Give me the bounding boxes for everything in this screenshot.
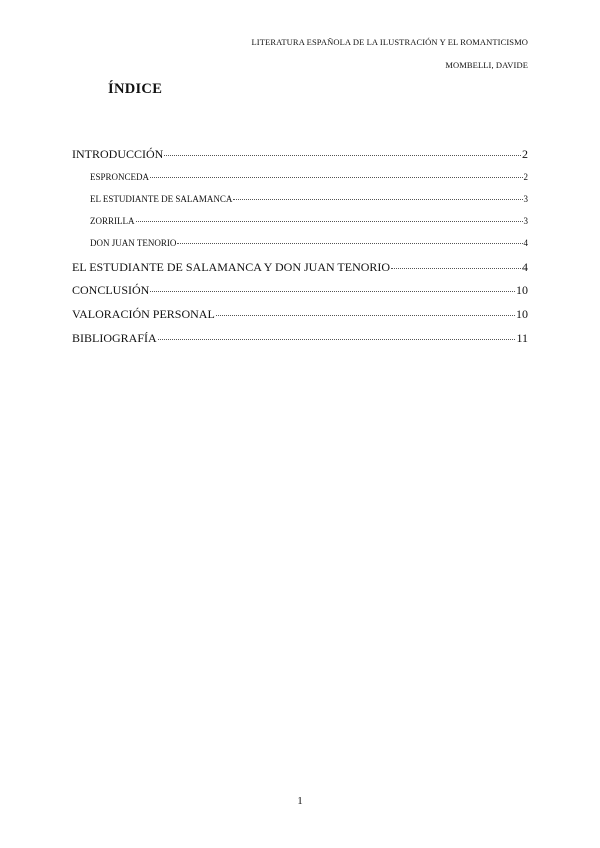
toc-entry-page: 2 — [522, 147, 528, 161]
toc-leader-dots — [391, 268, 521, 269]
toc-entry-page: 11 — [516, 331, 528, 345]
toc-entry-page: 3 — [523, 216, 528, 226]
toc-leader-dots — [150, 177, 522, 178]
toc-entry-espronceda[interactable] — [90, 172, 528, 182]
toc-leader-dots — [136, 221, 523, 222]
toc-entry-valoracion[interactable] — [72, 307, 528, 322]
toc-entry-el-estudiante[interactable] — [90, 194, 528, 204]
toc-entry-page: 10 — [516, 283, 528, 297]
toc-entry-comparison[interactable] — [72, 260, 528, 275]
toc-leader-dots — [177, 243, 522, 244]
toc-entry-page: 2 — [523, 172, 528, 182]
toc-entry-label: INTRODUCCIÓN — [72, 147, 164, 161]
toc-entry-page: 4 — [522, 260, 528, 274]
toc-entry-label: EL ESTUDIANTE DE SALAMANCA Y DON JUAN TENORIO — [72, 260, 391, 274]
toc-entry-label: ZORRILLA — [90, 216, 135, 226]
toc-entry-conclusion[interactable] — [72, 283, 528, 298]
page-number: 1 — [297, 795, 303, 807]
running-header-author: MOMBELLI, DAVIDE — [445, 60, 528, 70]
toc-entry-label: BIBLIOGRAFÍA — [72, 331, 157, 345]
running-header-course: LITERATURA ESPAÑOLA DE LA ILUSTRACIÓN Y EL ROMANTICISMO — [251, 37, 528, 47]
toc-entry-don-juan[interactable] — [90, 238, 528, 248]
toc-entry-page: 4 — [523, 238, 528, 248]
toc-entry-label: DON JUAN TENORIO — [90, 238, 177, 248]
toc-leader-dots — [216, 315, 515, 316]
toc-entry-page: 3 — [523, 194, 528, 204]
toc-leader-dots — [164, 155, 521, 156]
toc-entry-label: VALORACIÓN PERSONAL — [72, 307, 215, 321]
toc-leader-dots — [150, 291, 515, 292]
page-title: ÍNDICE — [108, 81, 163, 97]
toc-entry-label: ESPRONCEDA — [90, 172, 150, 182]
toc-entry-bibliografia[interactable] — [72, 331, 528, 346]
toc-entry-label: CONCLUSIÓN — [72, 283, 150, 297]
toc-entry-page: 10 — [516, 307, 528, 321]
toc-leader-dots — [233, 199, 522, 200]
toc-entry-label: EL ESTUDIANTE DE SALAMANCA — [90, 194, 233, 204]
toc-entry-introduccion[interactable] — [72, 147, 528, 162]
toc-leader-dots — [158, 339, 516, 340]
toc-entry-zorrilla[interactable] — [90, 216, 528, 226]
